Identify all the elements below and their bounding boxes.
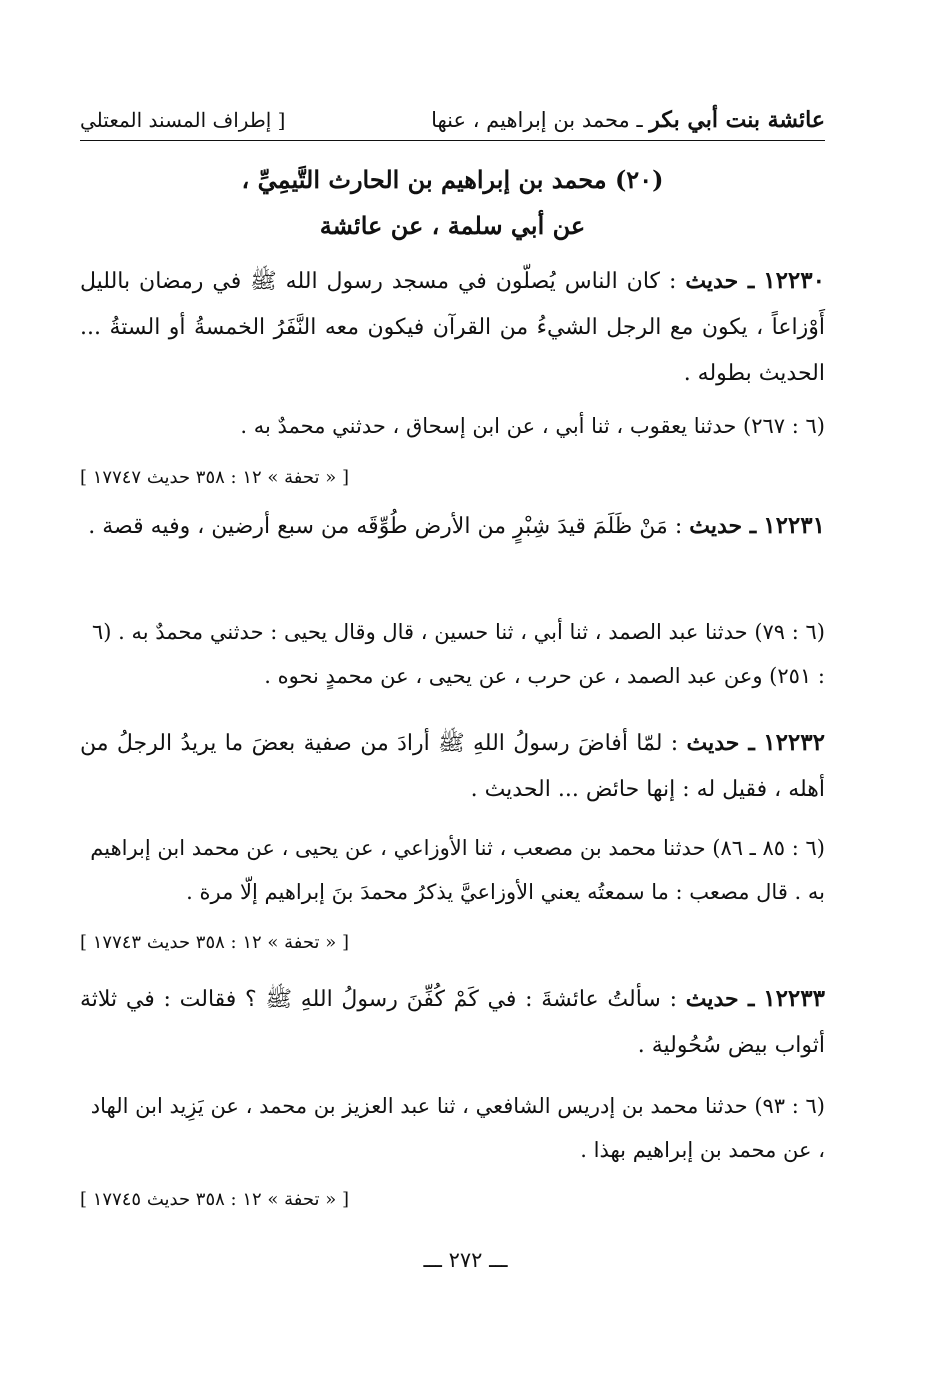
header-title — [431, 107, 825, 133]
tuhfa-ref-12230: [ « تحفة » ١٢ : ٣٥٨ حديث ١٧٧٤٧ ] — [80, 467, 349, 488]
citation-12230: (٦ : ٢٦٧) حدثنا يعقوب ، ثنا أبي ، عن ابن إسحاق ، حدثني محمدٌ به . — [240, 414, 825, 438]
section-heading-line1: (٢٠) محمد بن إبراهيم بن الحارث التَّيمِيِّ ، — [241, 165, 664, 194]
hadith-number: ١٢٢٣٠ — [763, 267, 825, 294]
hadith-number: ١٢٢٣٣ — [763, 985, 825, 1012]
header-title-rest: ـ محمد بن إبراهيم ، عنها — [431, 108, 650, 132]
hadith-keyword: ـ حديث — [686, 730, 755, 756]
tuhfa-ref-12232: [ « تحفة » ١٢ : ٣٥٨ حديث ١٧٧٤٣ ] — [80, 932, 349, 953]
page-number: ـــ ٢٧٢ ـــ — [423, 1248, 508, 1272]
citation-12231: (٦ : ٧٩) حدثنا عبد الصمد ، ثنا أبي ، ثنا حسين ، قال وقال يحيى : حدثني محمدٌ به . (٦ : ٢٥١) وعن عبد الصمد ، عن حرب ، عن يحيى ، عن محمدٍ نحوه . — [91, 620, 825, 688]
hadith-12230 — [80, 258, 825, 397]
hadith-12231 — [80, 503, 825, 550]
hadith-text: : سألتُ عائشةَ : في كَمْ كُفِّنَ رسولُ اللهِ ﷺ ؟ فقالت : في ثلاثة أثواب بيض سُحُولية . — [80, 987, 825, 1058]
hadith-12232 — [80, 720, 825, 813]
hadith-keyword: ـ حديث — [685, 986, 755, 1012]
hadith-12233 — [80, 976, 825, 1069]
section-heading-line2: عن أبي سلمة ، عن عائشة — [319, 211, 586, 240]
citation-12232: (٦ : ٨٥ ـ ٨٦) حدثنا محمد بن مصعب ، ثنا الأوزاعي ، عن يحيى ، عن محمد ابن إبراهيم به . قال مصعب : ما سمعتُه يعني الأوزاعيَّ يذكرُ محمدَ بنَ إبراهيم إلّا مرة . — [90, 836, 825, 904]
hadith-keyword: ـ حديث — [685, 268, 755, 294]
hadith-keyword: ـ حديث — [689, 513, 757, 539]
tuhfa-ref-12233: [ « تحفة » ١٢ : ٣٥٨ حديث ١٧٧٤٥ ] — [80, 1189, 349, 1210]
header-title-bold: عائشة بنت أبي بكر — [649, 107, 825, 133]
citation-12233: (٦ : ٩٣) حدثنا محمد بن إدريس الشافعي ، ثنا عبد العزيز بن محمد ، عن يَزِيد ابن الهاد ، عن محمد بن إبراهيم بهذا . — [90, 1094, 825, 1162]
running-header — [80, 100, 825, 141]
hadith-number: ١٢٢٣٢ — [763, 729, 825, 756]
section-heading — [80, 157, 825, 249]
header-book-title: [ إطراف المسند المعتلي — [80, 108, 286, 132]
hadith-text: : مَنْ ظَلَمَ قيدَ شِبْرٍ من الأرض طُوِّقَه من سبع أرضين ، وفيه قصة . — [88, 514, 690, 539]
hadith-number: ١٢٢٣١ — [763, 512, 825, 539]
hadith-text: : لمّا أفاضَ رسولُ اللهِ ﷺ أرادَ من صفية بعضَ ما يريدُ الرجلُ من أهله ، فقيل له : إنها حائض ... الحديث . — [80, 731, 825, 802]
hadith-text: : كان الناس يُصلّون في مسجد رسول الله ﷺ في رمضان بالليل أَوْزاعاً ، يكون مع الرجل الشيءُ من القرآن فيكون معه النَّفَرُ الخمسةُ أو الستةُ ... الحديث بطوله . — [80, 269, 825, 386]
